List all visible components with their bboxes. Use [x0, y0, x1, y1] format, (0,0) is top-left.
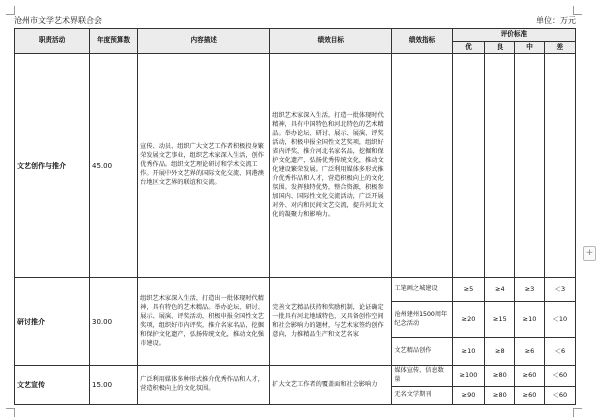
content-cell: 宣传、动员、组织广大文艺工作者积极投身繁荣发展文艺事业，组织艺术家深入生活，创作优秀作品。组织文艺理论研讨和学术交流工作。开展中外文艺界的国际文化交流、同港澳台地区文艺界的联谊和交流。	[138, 54, 270, 278]
goal-cell: 完善文艺精品扶持和奖励机制，论证确定一批具有河北地域特色，又具备创作空间和社会影响力的题材，与艺术家签约创作意向，力推精品生产和文艺名家	[270, 278, 392, 366]
good-value: ≥8	[485, 338, 515, 366]
activity-cell: 文艺宣传	[15, 366, 90, 405]
good-cell-empty	[485, 54, 515, 278]
medium-value: ≥10	[515, 302, 544, 338]
col-content: 内容描述	[138, 29, 270, 54]
good-value: ≥15	[485, 302, 515, 338]
col-good: 良	[485, 41, 515, 54]
col-poor: 差	[544, 41, 575, 54]
col-activity: 职责活动	[15, 29, 90, 54]
col-medium: 中	[515, 41, 544, 54]
excellent-cell-empty	[452, 54, 484, 278]
organization-name: 沧州市文学艺术界联合会	[14, 16, 102, 25]
medium-value: ≥60	[515, 387, 544, 405]
table-header	[15, 29, 576, 54]
good-value: ≥4	[485, 278, 515, 302]
content-cell: 组织艺术家深入生活，打造出一批体现时代精神，具有特色的艺术精品。举办论坛、研讨、展示、展演、评奖活动，积极申报全国性文艺奖项，组织好市内评奖，推介名家名品，挖掘和保护文化遗产，弘扬传统文化，推动文化强市建设。	[138, 278, 270, 366]
medium-cell-empty	[515, 54, 544, 278]
budget-cell: 45.00	[90, 54, 138, 278]
crop-mark-bottom-right	[573, 408, 582, 417]
indicator-cell-empty	[392, 54, 452, 278]
excellent-value: ≥20	[452, 302, 484, 338]
table-row	[15, 366, 576, 387]
good-value: ≥80	[485, 366, 515, 387]
poor-cell-empty	[544, 54, 575, 278]
budget-cell: 30.00	[90, 278, 138, 366]
poor-value: ＜60	[544, 366, 575, 387]
poor-value: ＜3	[544, 278, 575, 302]
good-value: ≥80	[485, 387, 515, 405]
unit-label: 单位：万元	[536, 16, 576, 25]
col-evaluation: 评价标准	[452, 29, 575, 42]
goal-cell: 扩大文艺工作者的覆盖面和社会影响力	[270, 366, 392, 405]
medium-value: ≥60	[515, 366, 544, 387]
indicator-name: 工笔画之城建设	[392, 278, 452, 302]
table-row	[15, 54, 576, 278]
goal-cell: 组织艺术家深入生活，打造一批体现时代精神，具有中国特色和河北特色的艺术精品。举办论坛、研讨、展示、展演、评奖活动，积极申报全国性文艺奖项，组织好省内评奖，推介河北名家名品，挖掘和保护文化遗产，弘扬优秀传统文化，推动文化建设繁荣发展。广泛利用媒体多形式推介优秀作品和人才，营造积极向上的文化氛围。发挥独特优势，整合资源，积极参加国内、国际性文化交流活动，广泛开展对外、对内和民间文艺交流，提升河北文化的凝聚力和影响力。	[270, 54, 392, 278]
plus-handle-icon[interactable]: +	[583, 246, 596, 261]
excellent-value: ≥10	[452, 338, 484, 366]
indicator-name: 文艺精品创作	[392, 338, 452, 366]
content-cell: 广泛利用媒体多种形式推介优秀作品和人才，营造积极向上的文化氛围。	[138, 366, 270, 405]
poor-value: ＜60	[544, 387, 575, 405]
poor-value: ＜10	[544, 302, 575, 338]
performance-table	[14, 28, 576, 405]
col-budget: 年度预算数	[90, 29, 138, 54]
excellent-value: ≥5	[452, 278, 484, 302]
col-goal: 绩效目标	[270, 29, 392, 54]
col-indicator: 绩效指标	[392, 29, 452, 54]
excellent-value: ≥100	[452, 366, 484, 387]
poor-value: ＜6	[544, 338, 575, 366]
indicator-name: 媒体宣传，信息数量	[392, 366, 452, 387]
crop-mark-bottom-left	[6, 408, 15, 417]
activity-cell: 研讨推介	[15, 278, 90, 366]
medium-value: ≥3	[515, 278, 544, 302]
document-header	[14, 14, 576, 28]
indicator-name: 无名文学期刊	[392, 387, 452, 405]
medium-value: ≥6	[515, 338, 544, 366]
indicator-name: 沧州建州1500周年纪念活动	[392, 302, 452, 338]
col-excellent: 优	[452, 41, 484, 54]
excellent-value: ≥90	[452, 387, 484, 405]
activity-cell: 文艺创作与推介	[15, 54, 90, 278]
budget-cell: 15.00	[90, 366, 138, 405]
table-row	[15, 278, 576, 302]
